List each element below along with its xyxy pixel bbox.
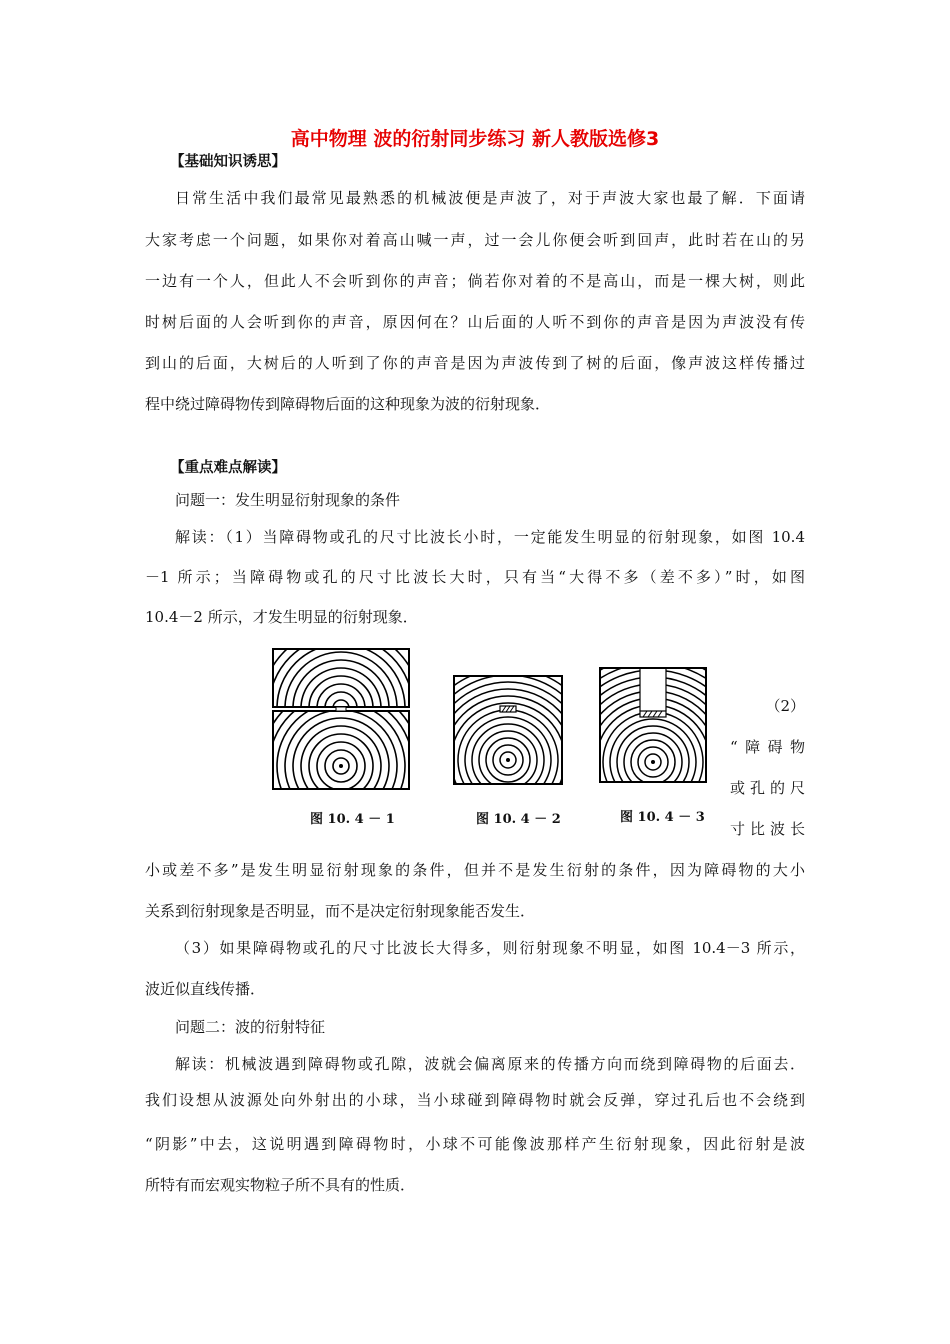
paragraph-line: －1 所示；当障碍物或孔的尺寸比波长大时，只有当“大得不多（差不多）”时，如图: [145, 568, 805, 586]
paragraph-line: 10.4－2 所示，才发生明显的衍射现象．: [145, 608, 418, 626]
side-text-line: 寸比波长: [730, 820, 805, 838]
paragraph-line: 小或差不多”是发生明显衍射现象的条件，但并不是发生衍射的条件，因为障碍物的大小: [145, 861, 805, 879]
paragraph-line: （3）如果障碍物或孔的尺寸比波长大得多，则衍射现象不明显，如图 10.4－3 所示，: [175, 939, 805, 957]
question-two-title: 问题二：波的衍射特征: [175, 1018, 326, 1036]
figure-caption: 图 10. 4 － 1: [310, 812, 395, 827]
paragraph-line: 波近似直线传播．: [145, 980, 266, 998]
figure-10-4-3: [598, 666, 708, 784]
paragraph-line: “阴影”中去，这说明遇到障碍物时，小球不可能像波那样产生衍射现象，因此衍射是波: [145, 1135, 805, 1153]
paragraph-line: 大家考虑一个问题，如果你对着高山喊一声，过一会儿你便会听到回声，此时若在山的另: [145, 231, 805, 249]
paragraph-line: 我们设想从波源处向外射出的小球，当小球碰到障碍物时就会反弹，穿过孔后也不会绕到: [145, 1091, 805, 1109]
figure-caption: 图 10. 4 － 2: [476, 812, 561, 827]
paragraph-line: 时树后面的人会听到你的声音，原因何在？山后面的人听不到你的声音是因为声波没有传: [145, 313, 805, 331]
paragraph-line: 程中绕过障碍物传到障碍物后面的这种现象为波的衍射现象．: [145, 395, 551, 413]
question-one-title: 问题一：发生明显衍射现象的条件: [175, 491, 401, 509]
side-text-line: （2）: [765, 697, 805, 715]
paragraph-line: 关系到衍射现象是否明显，而不是决定衍射现象能否发生．: [145, 902, 536, 920]
figure-caption: 图 10. 4 － 3: [620, 810, 705, 825]
paragraph-line: 解读：机械波遇到障碍物或孔隙，波就会偏离原来的传播方向而绕到障碍物的后面去．: [175, 1055, 805, 1073]
figure-10-4-2: [452, 674, 564, 786]
figure-10-4-1: [272, 648, 412, 790]
paragraph-line: 所特有而宏观实物粒子所不具有的性质．: [145, 1176, 416, 1194]
section-heading-basics: 【基础知识诱思】: [170, 154, 286, 170]
paragraph-line: 到山的后面，大树后的人听到了你的声音是因为声波传到了树的后面，像声波这样传播过: [145, 354, 805, 372]
paragraph-line: 一边有一个人，但此人不会听到你的声音；倘若你对着的不是高山，而是一棵大树，则此: [145, 272, 805, 290]
document-title: 高中物理 波的衍射同步练习 新人教版选修3: [290, 128, 660, 150]
section-heading-keypoints: 【重点难点解读】: [170, 460, 286, 476]
paragraph-line: 解读：（1）当障碍物或孔的尺寸比波长小时，一定能发生明显的衍射现象，如图 10.4: [175, 528, 805, 546]
side-text-line: “障碍物: [730, 738, 805, 756]
paragraph-line: 日常生活中我们最常见最熟悉的机械波便是声波了，对于声波大家也最了解．下面请: [175, 189, 805, 207]
side-text-line: 或孔的尺: [730, 779, 805, 797]
